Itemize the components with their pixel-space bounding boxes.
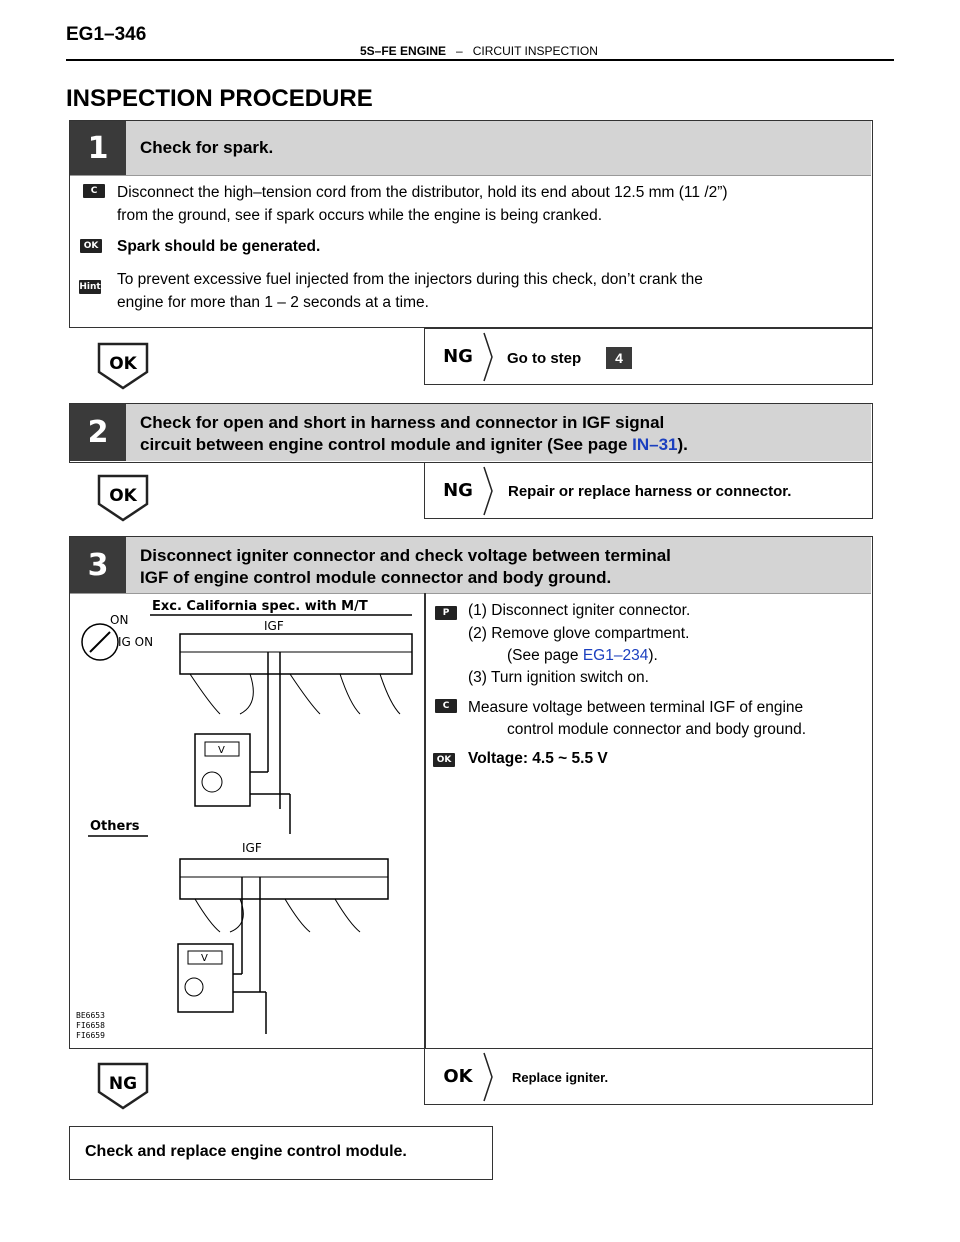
final-action-box (69, 1126, 493, 1180)
step3-divider (424, 593, 426, 1049)
step1-number: 1 (70, 121, 126, 175)
step1-check-line1: Disconnect the high–tension cord from the distributor, hold its end about 12.5 mm (11 /2”) (117, 184, 728, 201)
step1-ng-badge (428, 331, 500, 383)
ok-icon: OK (80, 239, 102, 253)
step1-ng-label: NG (443, 346, 473, 367)
step2-box (69, 403, 873, 463)
step3-prep-2: (2) Remove glove compartment. (468, 625, 690, 642)
step2-title-line2 (140, 434, 688, 456)
figure-code-2: FI6658 (76, 1021, 105, 1030)
step2-header (70, 404, 871, 461)
step1-title: Check for spark. (140, 138, 274, 157)
voltmeter-v-bottom: V (201, 953, 208, 964)
check-icon: C (435, 699, 457, 713)
step3-prep-3-suffix: ). (648, 647, 658, 664)
step1-check-line2: from the ground, see if spark occurs while the engine is being cranked. (117, 207, 603, 224)
step1-hint-line1: To prevent excessive fuel injected from the injectors during this check, don’t crank the (117, 271, 703, 288)
step1-hint-line2: engine for more than 1 – 2 seconds at a time. (117, 294, 429, 311)
step2-ok-badge (97, 474, 149, 522)
page-title: INSPECTION PROCEDURE (66, 85, 373, 112)
step1-ok-badge (97, 342, 149, 390)
goto-step-badge[interactable]: 4 (606, 347, 632, 369)
step3-prep-1: (1) Disconnect igniter connector. (468, 602, 691, 619)
switch-on-label: ON (110, 613, 129, 627)
step3-ng-label: NG (108, 1074, 138, 1094)
figure-code-3: FI6659 (76, 1031, 105, 1040)
step3-header (70, 537, 871, 594)
figure-label-others: Others (90, 819, 140, 834)
step1-ok-text: Spark should be generated. (117, 238, 321, 255)
figure-igf-bottom: IGF (242, 841, 262, 855)
check-icon: C (83, 184, 105, 198)
ecm-connector-bottom (180, 859, 388, 899)
ecm-connector-figure (70, 594, 422, 1048)
step2-ng-label: NG (443, 480, 473, 501)
step2-ng-action: Repair or replace harness or connector. (508, 483, 792, 500)
final-action-text: Check and replace engine control module. (85, 1143, 407, 1160)
step3-ok-badge (428, 1051, 500, 1103)
step3-prep-4: (3) Turn ignition switch on. (468, 669, 649, 686)
step3-check-1: Measure voltage between terminal IGF of engine (468, 699, 804, 716)
step1-ng-action: Go to step (507, 350, 582, 367)
header-separator: – (456, 44, 463, 58)
step3-ok-text: Voltage: 4.5 ~ 5.5 V (468, 750, 608, 767)
figure-code-1: BE6653 (76, 1011, 105, 1020)
step3-ng-badge (97, 1062, 149, 1110)
step3-check-2: control module connector and body ground. (507, 721, 807, 738)
step2-title-prefix: circuit between engine control module and igniter (See page (140, 435, 633, 454)
step3-ok-label: OK (443, 1066, 473, 1087)
step3-title-line1: Disconnect igniter connector and check voltage between terminal (140, 546, 671, 565)
step2-ng-badge (428, 465, 500, 517)
step3-ok-action: Replace igniter. (512, 1070, 609, 1085)
ecm-connector-top (180, 634, 412, 674)
step3-title-line2: IGF of engine control module connector and body ground. (140, 568, 612, 587)
prep-icon: P (435, 606, 457, 620)
figure-igf-top: IGF (264, 619, 284, 633)
voltmeter-v-top: V (218, 745, 225, 756)
step1-ok-label: OK (109, 354, 137, 374)
section-name: CIRCUIT INSPECTION (472, 44, 598, 58)
step3-page-link[interactable]: EG1–234 (582, 647, 649, 664)
ok-icon: OK (433, 753, 455, 767)
step2-number: 2 (70, 404, 126, 461)
header-rule (66, 59, 894, 61)
step3-prep-3-prefix: (See page (507, 647, 583, 664)
step2-title-suffix: ). (677, 435, 688, 454)
step2-ok-label: OK (109, 486, 137, 506)
engine-name: 5S–FE ENGINE (360, 44, 447, 58)
hint-icon: Hint (79, 282, 101, 292)
figure-label-exc: Exc. California spec. with M/T (152, 599, 368, 614)
step1-header (70, 121, 871, 176)
section-header (360, 44, 598, 58)
step3-prep-3 (507, 645, 658, 667)
switch-ig-on-label: IG ON (118, 635, 154, 649)
page-code: EG1–346 (66, 24, 147, 45)
step3-number: 3 (70, 537, 126, 593)
step2-page-link[interactable]: IN–31 (632, 435, 678, 454)
step2-title-line1: Check for open and short in harness and connector in IGF signal (140, 413, 665, 432)
